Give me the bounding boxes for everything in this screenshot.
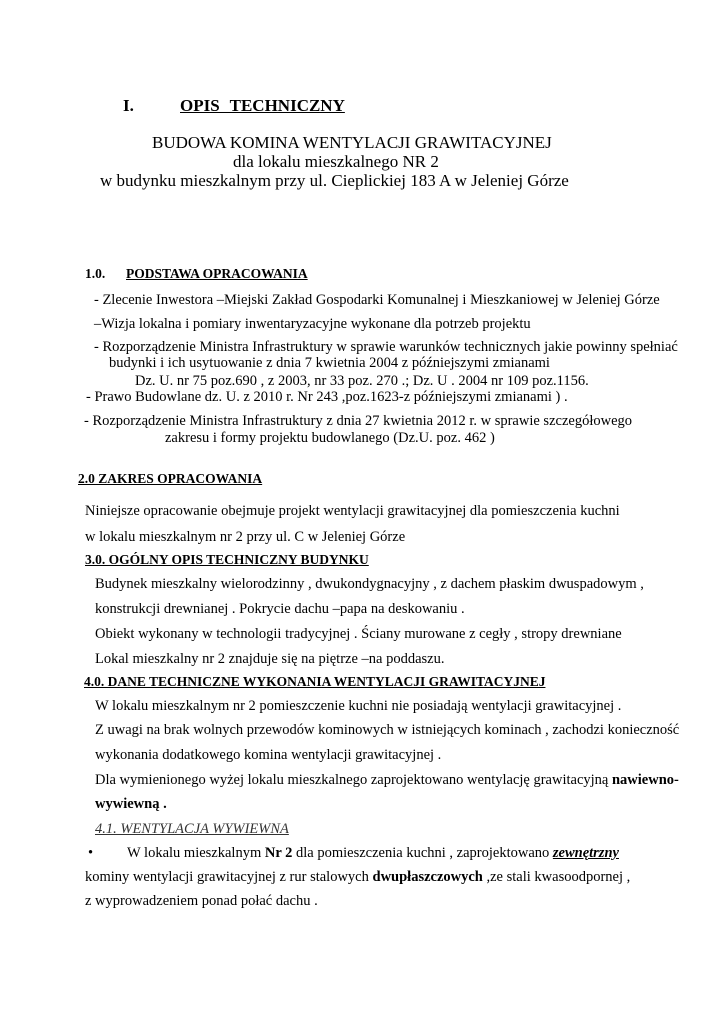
title-number: I. (123, 96, 134, 115)
section-1-line-2: –Wizja lokalna i pomiary inwentaryzacyjne wykonane dla potrzeb projektu (94, 316, 531, 332)
bullet-line-bold: Nr 2 (264, 845, 293, 861)
section-4-line-4 (95, 772, 679, 789)
section-4-line-6-text: kominy wentylacji grawitacyjnej z rur stalowych (85, 869, 373, 885)
page-title: OPIS TECHNICZNY (180, 96, 345, 115)
section-4-line-6-bold: dwupłaszczowych (372, 869, 483, 885)
section-4-line-2: Z uwagi na brak wolnych przewodów kominowych w istniejących kominach , zachodzi konieczność (95, 722, 680, 738)
title-subtitle-2: dla lokalu mieszkalnego NR 2 (233, 152, 439, 171)
section-4-line-3: wykonania dodatkowego komina wentylacji grawitacyjnej . (95, 747, 442, 763)
bullet-line-mid: dla pomieszczenia kuchni , zaprojektowano (292, 845, 553, 861)
section-1-line-5: Dz. U. nr 75 poz.690 , z 2003, nr 33 poz. 270 .; Dz. U . 2004 nr 109 poz.1156. (135, 373, 589, 389)
section-1-line-7: - Rozporządzenie Ministra Infrastruktury z dnia 27 kwietnia 2012 r. w sprawie szczegółowego (84, 413, 633, 429)
section-4-line-1: W lokalu mieszkalnym nr 2 pomieszczenie kuchni nie posiadają wentylacji grawitacyjnej . (95, 698, 622, 714)
bullet-icon: • (88, 845, 94, 861)
section-4-line-7: z wyprowadzeniem ponad połać dachu . (85, 893, 318, 909)
section-2-heading: 2.0 ZAKRES OPRACOWANIA (78, 471, 263, 486)
section-2-line-1: Niniejsze opracowanie obejmuje projekt wentylacji grawitacyjnej dla pomieszczenia kuchni (85, 503, 620, 519)
section-4-line-4-text: Dla wymienionego wyżej lokalu mieszkalnego zaprojektowano wentylację grawitacyjną (95, 772, 612, 788)
section-1-line-6: - Prawo Budowlane dz. U. z 2010 r. Nr 243 ,poz.1623-z późniejszymi zmianami ) . (86, 389, 568, 405)
section-3-line-2: konstrukcji drewnianej . Pokrycie dachu –papa na deskowaniu . (95, 601, 465, 617)
section-1-line-8: zakresu i formy projektu budowlanego (Dz.U. poz. 462 ) (165, 430, 495, 446)
section-1-heading: PODSTAWA OPRACOWANIA (126, 266, 308, 281)
section-4-line-4-bold: nawiewno- (611, 772, 679, 788)
section-3-line-3: Obiekt wykonany w technologii tradycyjnej . Ściany murowane z cegły , stropy drewniane (95, 626, 622, 642)
subsection-4-1-heading: 4.1. WENTYLACJA WYWIEWNA (95, 821, 289, 837)
section-4-line-5: wywiewną . (95, 796, 167, 812)
section-3-heading: 3.0. OGÓLNY OPIS TECHNICZNY BUDYNKU (85, 552, 369, 567)
section-4-heading: 4.0. DANE TECHNICZNE WYKONANIA WENTYLACJI GRAWITACYJNEJ (84, 674, 546, 689)
section-2-line-2: w lokalu mieszkalnym nr 2 przy ul. C w Jeleniej Górze (85, 529, 406, 545)
bullet-line-emphasis: zewnętrzny (552, 845, 619, 861)
title-subtitle-3: w budynku mieszkalnym przy ul. Cieplickiej 183 A w Jeleniej Górze (100, 171, 569, 190)
section-3-line-1: Budynek mieszkalny wielorodzinny , dwukondygnacyjny , z dachem płaskim dwuspadowym , (95, 576, 644, 592)
section-1-line-1: - Zlecenie Inwestora –Miejski Zakład Gospodarki Komunalnej i Mieszkaniowej w Jeleniej Górze (94, 292, 660, 308)
section-4-bullet-line (127, 845, 619, 862)
bullet-line-text: W lokalu mieszkalnym (127, 845, 265, 861)
section-4-line-6 (85, 869, 630, 886)
section-1-line-3: - Rozporządzenie Ministra Infrastruktury w sprawie warunków technicznych jakie powinny spełniać (94, 339, 678, 355)
section-4-line-6-post: ,ze stali kwasoodpornej , (482, 869, 631, 885)
section-1-number: 1.0. (85, 266, 106, 281)
section-3-line-4: Lokal mieszkalny nr 2 znajduje się na piętrze –na poddaszu. (95, 651, 445, 667)
title-subtitle-1: BUDOWA KOMINA WENTYLACJI GRAWITACYJNEJ (152, 133, 552, 152)
section-1-line-4: budynki i ich usytuowanie z dnia 7 kwietnia 2004 z późniejszymi zmianami (109, 355, 550, 371)
